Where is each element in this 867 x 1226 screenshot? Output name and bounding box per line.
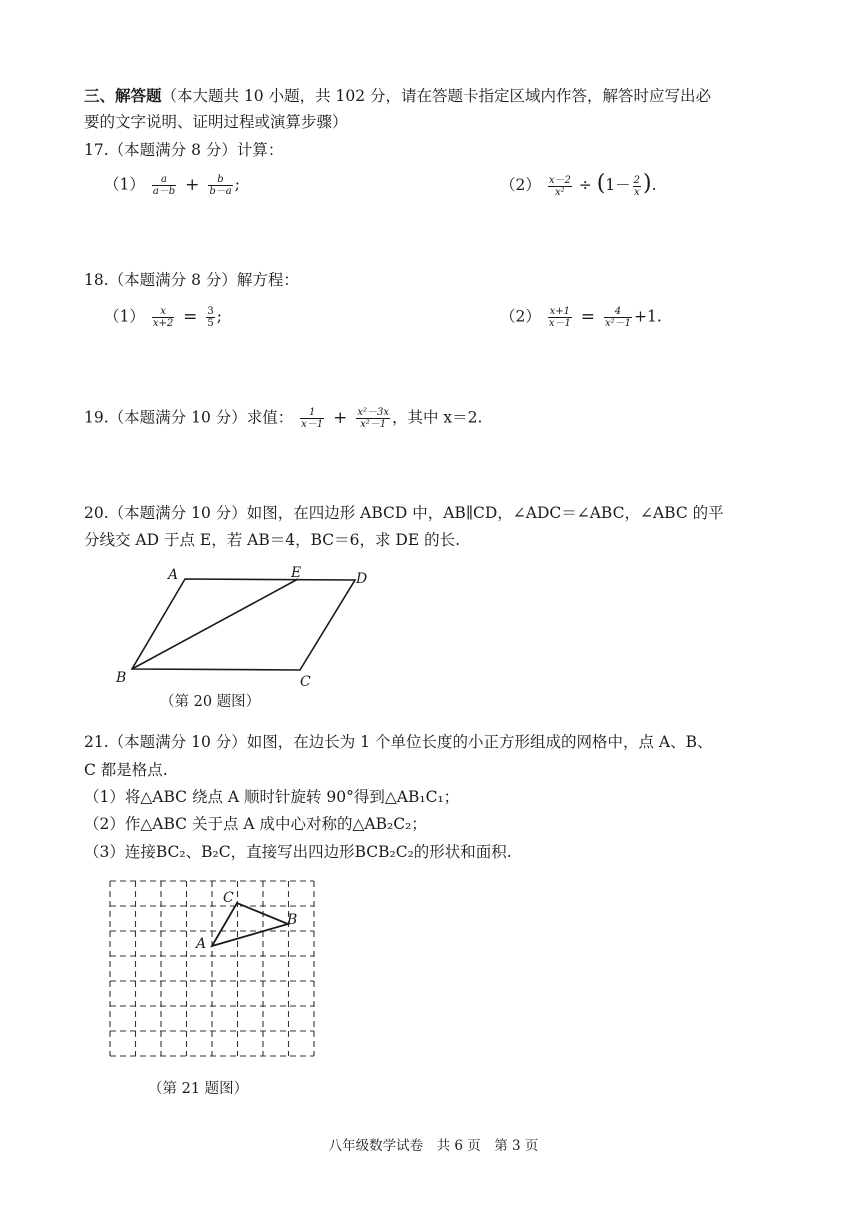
- q17-p2-label: （2）: [500, 176, 541, 194]
- q21-task2: （2）作△ABC 关于点 A 成中心对称的△AB₂C₂；: [84, 815, 427, 833]
- q18-header: 18.（本题满分 8 分）解方程：: [84, 271, 299, 289]
- q17-p2-frac2: $\frac{2}{x}$: [633, 174, 641, 198]
- q19: 19.（本题满分 10 分）求值： $\frac{1}{x-1}$ + $\frac{\text{x²－3x}}{\text{x²－1}}$ ，其中 x＝2.: [84, 407, 483, 430]
- q21-task1: （1）将△ABC 绕点 A 顺时针旋转 90°得到△AB₁C₁；: [84, 788, 460, 806]
- q21-label-c: C: [223, 890, 234, 906]
- q20-label-e: E: [291, 565, 302, 581]
- section-intro-2: 要的文字说明、证明过程或演算步骤）: [84, 113, 348, 131]
- q19-header: 19.（本题满分 10 分）求值：: [84, 408, 294, 427]
- q21-grid-figure: [105, 876, 320, 1066]
- q20-label-b: B: [116, 670, 127, 686]
- section-title: 三、解答题: [84, 86, 162, 105]
- q21-line1: 21.（本题满分 10 分）如图，在边长为 1 个单位长度的小正方形组成的网格中，点 A、B、: [84, 733, 713, 751]
- q17-part2: （2） $\frac{x-2}{\text{x²}}$ ÷ (1－ $\frac{2}{x}$ ).: [500, 171, 657, 198]
- q18-p2-frac1: $\frac{x+1}{x-1}$: [548, 306, 571, 329]
- q20-caption: （第 20 题图）: [160, 694, 261, 710]
- section-header: [84, 86, 711, 106]
- q21-label-a: A: [196, 936, 207, 952]
- section-intro-1: （本大题共 10 小题，共 102 分，请在答题卡指定区域内作答，解答时应写出必: [161, 87, 712, 105]
- q20-figure: [110, 562, 380, 692]
- q20-line2: 分线交 AD 于点 E，若 AB＝4，BC＝6，求 DE 的长.: [84, 531, 461, 549]
- q19-tail: ，其中 x＝2.: [391, 408, 483, 427]
- q19-frac1: $\frac{1}{x-1}$: [301, 407, 324, 430]
- q20-label-a: A: [168, 567, 179, 583]
- page-footer: 八年级数学试卷 共 6 页 第 3 页: [328, 1138, 539, 1154]
- q17-p2-frac1: $\frac{x-2}{\text{x²}}$: [548, 174, 571, 198]
- q19-frac2: $\frac{\text{x²－3x}}{\text{x²－1}}$: [357, 407, 389, 430]
- q18-part1: （1） $\frac{x}{x+2}$ = $\frac{3}{5}$ ;: [104, 306, 222, 329]
- q21-task3: （3）连接BC₂、B₂C，直接写出四边形BCB₂C₂的形状和面积.: [84, 843, 512, 861]
- q21-triangle-abc: [212, 903, 288, 946]
- q20-label-d: D: [356, 571, 368, 587]
- q20-bisector-be: [132, 579, 298, 669]
- q20-label-c: C: [300, 674, 311, 690]
- q17-header: 17.（本题满分 8 分）计算：: [84, 141, 284, 159]
- q21-line2: C 都是格点.: [84, 761, 168, 779]
- q17-part1: （1） $\frac{a}{a-b}$ + $\frac{b}{b-a}$ ;: [104, 174, 240, 197]
- q18-p1-frac2: $\frac{3}{5}$: [207, 306, 214, 329]
- q20-line1: 20.（本题满分 10 分）如图，在四边形 ABCD 中，AB∥CD，∠ADC＝∠ABC，∠ABC 的平: [84, 504, 724, 522]
- q20-quadrilateral: [132, 579, 355, 670]
- q18-p2-frac2: $\frac{4}{\text{x²－1}}$: [604, 306, 631, 329]
- q21-label-b: B: [287, 912, 298, 928]
- q17-p1-frac2: $\frac{b}{b-a}$: [209, 174, 232, 197]
- q17-p1-label: （1）: [104, 175, 145, 194]
- q21-caption: （第 21 题图）: [148, 1081, 249, 1097]
- q18-p1-frac1: $\frac{x}{x+2}$: [152, 306, 174, 329]
- q21-grid: [110, 881, 314, 1056]
- q17-p1-frac1: $\frac{a}{a-b}$: [152, 174, 176, 197]
- q18-part2: （2） $\frac{x+1}{x-1}$ = $\frac{4}{\text{x²－1}}$ +1.: [500, 306, 662, 329]
